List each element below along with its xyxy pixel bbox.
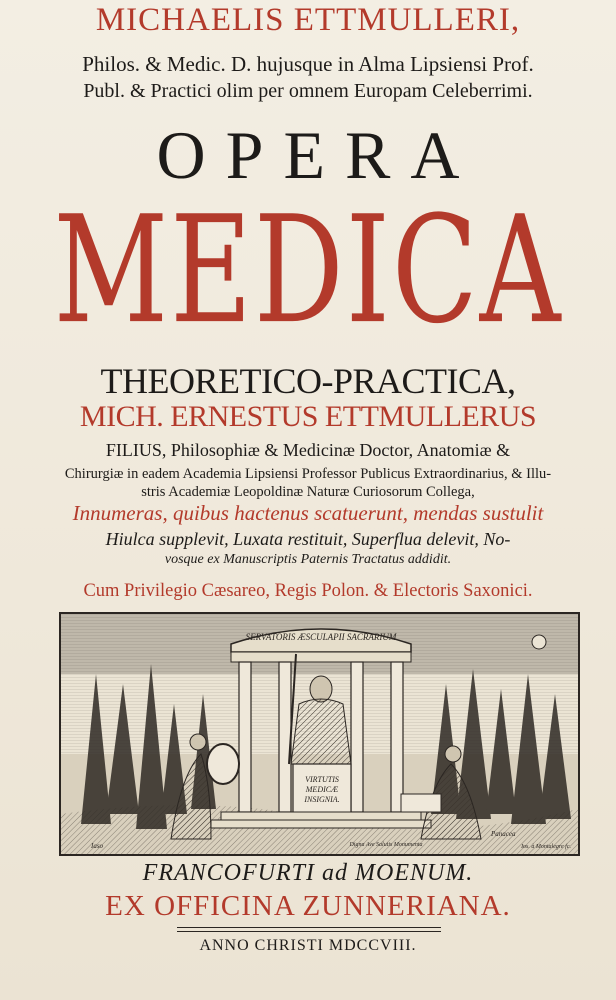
- label-iaso: Iaso: [91, 842, 104, 850]
- scroll-inscription: Digna Ave Salutis Monumenta: [349, 842, 423, 848]
- editor-name: MICH. ERNESTUS ETTMULLERUS: [79, 400, 537, 433]
- privilege-line: Cum Privilegio Cæsareo, Regis Polon. & Electoris Saxonici.: [83, 581, 533, 601]
- corrections-line: Innumeras, quibus hactenus scatuerunt, mendas sustulit: [72, 501, 544, 525]
- title-medica: MEDICA: [53, 185, 563, 357]
- engraver-signature: Ios. à Montalegre fc.: [521, 844, 571, 850]
- author-line: MICHAELIS ETTMULLERI,: [95, 2, 521, 38]
- publisher-line: EX OFFICINA ZUNNERIANA.: [105, 890, 511, 922]
- credentials-line: Philos. & Medic. D. hujusque in Alma Lipsiensi Prof.: [82, 52, 534, 76]
- edits-line-2: vosque ex Manuscriptis Paternis Tractatus addidit.: [164, 552, 452, 567]
- city-line: FRANCOFURTI ad MOENUM.: [142, 860, 474, 886]
- pedestal-line-1: VIRTUTIS: [305, 775, 339, 784]
- divider-rule: [177, 927, 441, 928]
- year-line: ANNO CHRISTI MDCCVIII.: [199, 937, 417, 954]
- subtitle: THEORETICO-PRACTICA,: [100, 361, 516, 401]
- label-panacea: Panacea: [491, 830, 516, 838]
- edits-line-1: Hiulca supplevit, Luxata restituit, Superflua delevit, No-: [105, 529, 511, 549]
- fame-line: Publ. & Practici olim per omnem Europam Celeberrimi.: [83, 80, 533, 102]
- editor-description-1: FILIUS, Philosophiæ & Medicinæ Doctor, Anatomiæ &: [105, 440, 511, 460]
- editor-description-2: Chirurgiæ in eadem Academia Lipsiensi Professor Publicus Extraordinarius, & Illu-: [64, 466, 552, 482]
- pedestal-line-2: MEDICÆ: [305, 785, 339, 794]
- frontispiece-engraving: [59, 612, 580, 856]
- editor-description-3: stris Academiæ Leopoldinæ Naturæ Curiosorum Collega,: [141, 484, 475, 500]
- divider-rule-thin: [177, 931, 441, 932]
- pedestal-line-3: INSIGNIA.: [304, 795, 340, 804]
- frieze-inscription: SERVATORIS ÆSCULAPII SACRARIUM: [245, 632, 397, 642]
- title-opera: OPERA: [156, 117, 480, 193]
